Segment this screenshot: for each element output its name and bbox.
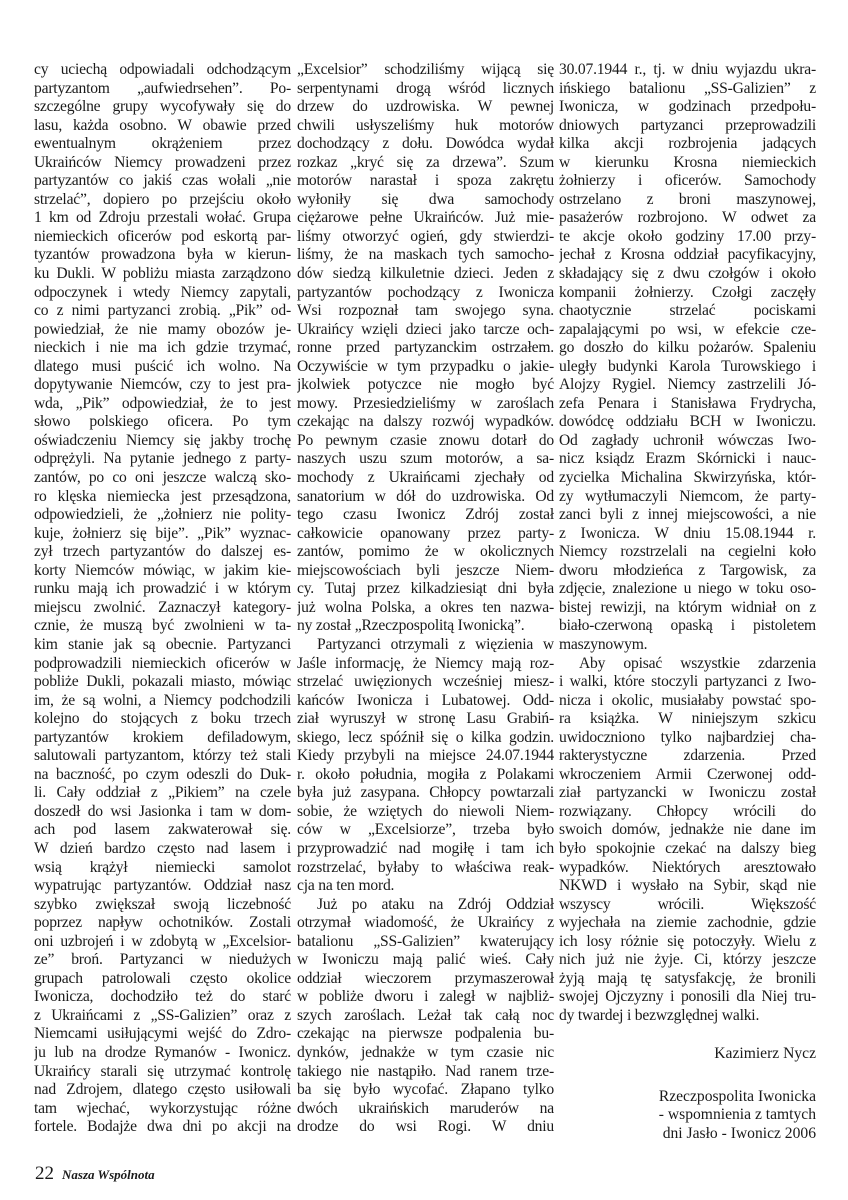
text-line: ostrzelano z broni maszynowej, [559,190,816,208]
text-line: partyzantów co jakiś czas wołali „nie [34,172,291,190]
text-line: dworu młodzieńca z Targowisk, za [559,561,816,579]
text-line: Od zagłady uchronił wówczas Iwo- [559,431,816,449]
text-line: serpentynami drogą wśród licznych [297,79,554,97]
text-line: ział partyzancki w Iwoniczu został [559,784,816,802]
text-line: liśmy otworzyć ogień, gdy stwierdzi- [297,227,554,245]
text-line: salutowali partyzantom, którzy też stali [34,747,291,765]
text-line: rakterystyczne zdarzenia. Przed [559,747,816,765]
text-line: z Ukraińcami z „SS-Galizien” oraz z [34,1006,291,1024]
text-line: chaotycznie strzelać pociskami [559,302,816,320]
text-line: Po pewnym czasie znowu dotarł do [297,431,554,449]
text-line: motorów narastał i spoza zakrętu [297,172,554,190]
text-line: go doszło do kilku pożarów. Spaleniu [559,339,816,357]
text-line: ich losy różnie się potoczyły. Wielu z [559,932,816,950]
text-line: ciężarowe pełne Ukraińców. Już mie- [297,209,554,227]
source-line: - wspomnienia z tamtych [658,1106,816,1124]
text-line: zapalającymi po wsi, w efekcie cze- [559,320,816,338]
paragraph [297,636,554,896]
text-line: czekając na dalszy rozwój wypadków. [297,413,554,431]
text-line: niemieckich oficerów pod eskortą par- [34,227,291,245]
text-line: maszynowym. [559,635,648,653]
text-line: ców w „Excelsiorze”, trzeba było [297,821,554,839]
text-line: otrzymał wiadomość, że Ukraińcy z [297,914,554,932]
text-line: dniowych partyzanci przeprowadzili [559,116,816,134]
text-line: kuje, żołnierz się bije”. „Pik” wyznac- [34,524,291,542]
text-line: powiedział, że nie mamy obozów je- [34,320,291,338]
source-citation [559,1088,816,1144]
text-line: ro klęska niemiecka jest przesądzona, [34,487,291,505]
text-line: nad Zdrojem, dlatego często usiłowali [34,1081,291,1099]
text-line: zył trzech partyzantów do dalszej es- [34,543,291,561]
text-line: ach pod lasem zakwaterował się. [34,821,291,839]
text-line: w kierunku Krosna niemieckich [559,153,816,171]
text-line: Ukraińcy starali się utrzymać kontrolę [34,1062,291,1080]
text-line: ronne przed partyzanckim ostrzałem. [297,339,554,357]
text-line: Oczywiście w tym przypadku o jakie- [297,357,554,375]
text-line: Niemcy rozstrzelali na cegielni koło [559,543,816,561]
text-line: wsią krążył niemiecki samolot [34,858,291,876]
text-line: szybko zwiększał swoją liczebność [34,895,291,913]
text-line: i walki, które stoczyli partyzanci z Iwo- [559,673,816,691]
text-line: cznie, że muszą być zwolnieni w ta- [34,617,291,635]
text-line: partyzantom „aufwiedrsehen”. Po- [34,79,291,97]
text-line: szczególne grupy wycofywały się do [34,98,291,116]
text-line: wkroczeniem Armii Czerwonej odd- [559,765,816,783]
text-line: kompanii żołnierzy. Czołgi zaczęły [559,283,816,301]
text-line: nieckich i nie ma ich gdzie trzymać, [34,339,291,357]
text-line: Iwonicza, dochodziło też do starć [34,988,291,1006]
text-line: kilka akcji rozbrojenia jadących [559,135,816,153]
text-line: oddział wieczorem przymaszerował [297,969,554,987]
text-line: było spokojnie czekać na dalszy bieg [559,839,816,857]
text-line: kim stanie jak są obecnie. Partyzanci [34,635,291,653]
text-line: zanci byli z innej miejscowości, a nie [559,506,816,524]
text-line: batalionu „SS-Galizien” kwaterujący [297,932,554,950]
text-line: partyzantów pochodzący z Iwonicza [297,283,554,301]
text-line: ział wyruszył w stronę Lasu Grabiń- [297,710,554,728]
text-line: runku mają ich prowadzić i w którym [34,580,291,598]
text-line: dwóch ukraińskich maruderów na [297,1099,554,1117]
text-line: była już zasypana. Chłopcy powtarzali [297,784,554,802]
text-line: rozstrzelać, byłaby to właściwa reak- [297,858,554,876]
text-line: ku Dukli. W pobliżu miasta zarządzono [34,265,291,283]
text-line: liśmy, że na maskach tych samocho- [297,246,554,264]
text-line: żyją mają tę satysfakcję, że bronili [559,969,816,987]
text-line: żołnierzy i oficerów. Samochody [559,172,816,190]
magazine-title: Nasza Wspólnota [62,1167,155,1182]
text-line: zantów, po co oni jeszcze walczą sko- [34,469,291,487]
text-line: wda, „Pik” odpowiedział, że to jest [34,394,291,412]
text-line: zycielka Michalina Skwirzyńska, któr- [559,469,816,487]
article-column-1 [34,61,291,1137]
text-line: dy twardej i bezwzględnej walki. [559,1006,760,1024]
text-line: całkowicie opanowany przez party- [297,524,554,542]
text-line: Aby opisać wszystkie zdarzenia [579,654,816,672]
text-line: jechał z Krosna oddział pacyfikacyjny, [559,246,816,264]
text-line: na baczność, po czym odeszli do Duk- [34,765,291,783]
text-line: odprężyli. Na pytanie jednego z party- [34,450,291,468]
text-line: Iwonicza, w godzinach przedpołu- [559,98,816,116]
text-line: wypadków. Niektórych aresztowało [559,858,816,876]
text-line: nich już nie żyje. Ci, którzy jeszcze [559,951,816,969]
text-line: ińskiego batalionu „SS-Galizien” z [559,79,816,97]
text-line: ewentualnym okrążeniem przez [34,135,291,153]
text-line: W dzień bardzo często nad lasem i [34,839,291,857]
text-line: zy wytłumaczyli Niemcom, że party- [559,487,816,505]
text-line: strzelać uwięzionych wcześniej miesz- [297,673,554,691]
text-line: słowo polskiego oficera. Po tym [34,413,291,431]
author-name: Kazimierz Nycz [714,1045,816,1062]
text-line: oświadczeniu Niemcy się jakby trochę [34,431,291,449]
text-line: w pobliże dworu i zaległ w najbliż- [297,988,554,1006]
text-line: uwidoczniono tylko najbardziej cha- [559,728,816,746]
text-line: 30.07.1944 r., tj. w dniu wyjazdu ukra- [559,61,816,78]
text-line: cy. Tutaj przez kilkadziesiąt dni była [297,580,554,598]
text-line: miejscu zwolnić. Zaznaczył kategory- [34,598,291,616]
text-line: już wolna Polska, a okres ten nazwa- [297,598,554,616]
text-line: co z nimi partyzanci zrobią. „Pik” od- [34,302,291,320]
page-footer [35,1163,155,1186]
text-line: Jaśle informację, że Niemcy mają roz- [297,654,554,672]
text-line: z Iwonicza. W dniu 15.08.1944 r. [559,524,816,542]
text-line: partyzantów krokiem defiladowym, [34,728,291,746]
text-line: dochodzący z dołu. Dowódca wydał [297,135,554,153]
text-line: mowy. Przesiedzieliśmy w zaroślach [297,394,554,412]
article-column-2 [297,61,554,1137]
text-line: w Iwoniczu mają palić wieś. Cały [297,951,554,969]
text-line: wypatrując partyzantów. Oddział nasz [34,877,291,895]
text-line: ze” broń. Partyzanci w niedużych [34,951,291,969]
text-line: ra książka. W niniejszym szkicu [559,710,816,728]
text-line: skiego, lecz spóźnił się o kilka godzin. [297,728,554,746]
text-line: pasażerów rozbrojono. W odwet za [559,209,816,227]
text-line: zantów, pomimo że w okolicznych [297,543,554,561]
text-line: wszyscy wrócili. Większość [559,895,816,913]
text-line: kolejno do stojących z boku trzech [34,710,291,728]
text-line: dowódcę oddziału BCH w Iwoniczu. [559,413,816,431]
text-line: odpowiedzieli, że „żołnierz nie polity- [34,506,291,524]
paragraph [297,896,554,1137]
text-line: bistej rewizji, na którym widniał on z [559,598,816,616]
paragraph [559,655,816,1026]
text-line: dynków, jednakże w tym czasie nic [297,1043,554,1061]
text-line: poprzez napływ ochotników. Zostali [34,914,291,932]
text-line: jkolwiek potyczce nie mogło być [297,376,554,394]
text-line: sobie, że wziętych do niewoli Niem- [297,802,554,820]
article-column-3 [559,61,816,1025]
text-line: swojej Ojczyzny i ponosili dla Niej tru- [559,988,816,1006]
text-line: odpoczynek i wtedy Niemcy zapytali, [34,283,291,301]
text-line: korty Niemców mówiąc, w jakim kie- [34,561,291,579]
signature [559,1025,816,1143]
text-line: grupach patrolowali często okolice [34,969,291,987]
text-line: Partyzanci otrzymali z więzienia w [317,635,554,653]
text-line: chwili usłyszeliśmy huk motorów [297,116,554,134]
text-line: tego czasu Iwonicz Zdrój został [297,506,554,524]
page-number: 22 [35,1163,54,1184]
text-line: cy uciechą odpowiadali odchodzącym [34,61,291,78]
text-line: sanatorium w dół do uzdrowiska. Od [297,487,554,505]
text-line: tyzantów prowadzona była w kierun- [34,246,291,264]
source-line: Rzeczpospolita Iwonicka [658,1087,816,1105]
text-line: cja na ten mord. [297,877,395,895]
text-line: dów siedzą kilkuletnie dzieci. Jeden z [297,265,554,283]
text-line: li. Cały oddział z „Pikiem” na czele [34,784,291,802]
text-line: strzelać”, dopiero po przejściu około [34,190,291,208]
text-line: lasu, każda osobno. W obawie przed [34,116,291,134]
text-line: wyłoniły się dwa samochody [297,190,554,208]
text-line: miejscowościach byli jeszcze Niem- [297,561,554,579]
source-line: dni Jasło - Iwonicz 2006 [662,1124,816,1142]
text-line: „Excelsior” schodziliśmy wijącą się [297,61,554,78]
text-line: składający się z dwu czołgów i około [559,265,816,283]
text-line: Wsi rozpoznał tam swojego syna. [297,302,554,320]
text-line: dopytywanie Niemców, czy to jest pra- [34,376,291,394]
text-line: biało-czerwoną opaską i pistoletem [559,617,816,635]
text-line: NKWD i wysłało na Sybir, skąd nie [559,877,816,895]
paragraph [297,61,554,636]
text-line: kańców Iwonicza i Lubatowej. Odd- [297,691,554,709]
paragraph [559,61,816,655]
text-line: im, że są wolni, a Niemcy podchodzili [34,691,291,709]
text-line: rozkaz „kryć się za drzewa”. Szum [297,153,554,171]
text-line: szych zaroślach. Leżał tak całą noc [297,1006,554,1024]
text-line: czekając na pierwsze podpalenia bu- [297,1025,554,1043]
text-line: Alojzy Rygiel. Niemcy zastrzelili Jó- [559,376,816,394]
text-line: mochody z Ukraińcami zjechały od [297,469,554,487]
text-line: 1 km od Zdroju przestali wołać. Grupa [34,209,291,227]
text-line: wyjechała na ziemie zachodnie, gdzie [559,914,816,932]
text-line: rozwiązany. Chłopcy wrócili do [559,802,816,820]
text-line: dlatego musi puścić ich wolno. Na [34,357,291,375]
text-line: ny został „Rzeczpospolitą Iwonicką”. [297,617,525,635]
text-line: oni uzbrojeń i w zdobytą w „Excelsior- [34,932,291,950]
text-line: Już po ataku na Zdrój Oddział [317,895,554,913]
text-line: fortele. Bodajże dwa dni po akcji na [34,1118,291,1136]
text-line: doszedł do wsi Jasionka i tam w dom- [34,802,291,820]
text-line: ba się było wycofać. Złapano tylko [297,1081,554,1099]
text-line: nicz ksiądz Erazm Skórnicki i nauc- [559,450,816,468]
text-line: zefa Penara i Stanisława Frydrycha, [559,394,816,412]
text-line: swoich domów, jednakże nie dane im [559,821,816,839]
text-line: r. około południa, mogiła z Polakami [297,765,554,783]
paragraph [34,61,291,1137]
text-line: Ukraińców Niemcy prowadzeni przez [34,153,291,171]
text-line: Niemcami usiłującymi wejść do Zdro- [34,1025,291,1043]
text-line: Ukraińcy wzięli dzieci jako tarcze och- [297,320,554,338]
text-line: naszych uszu szum motorów, a sa- [297,450,554,468]
text-line: nicza i okolic, musiałaby powstać spo- [559,691,816,709]
text-line: Kiedy przybyli na miejsce 24.07.1944 [297,747,554,765]
text-line: przyprowadzić nad mogiłę i tam ich [297,839,554,857]
text-line: zdjęcie, znalezione u niego w toku oso- [559,580,816,598]
text-line: pobliże Dukli, pokazali miasto, mówiąc [34,673,291,691]
text-line: tam wjechać, wykorzystując różne [34,1099,291,1117]
text-line: takiego nie nastąpiło. Nad ranem trze- [297,1062,554,1080]
text-line: te akcje około godziny 17.00 przy- [559,227,816,245]
text-line: drzew do uzdrowiska. W pewnej [297,98,554,116]
text-line: drodze do wsi Rogi. W dniu [297,1118,554,1136]
text-line: ju lub na drodze Rymanów - Iwonicz. [34,1043,291,1061]
text-line: uległy budynki Karola Turowskiego i [559,357,816,375]
text-line: podprowadzili niemieckich oficerów w [34,654,291,672]
